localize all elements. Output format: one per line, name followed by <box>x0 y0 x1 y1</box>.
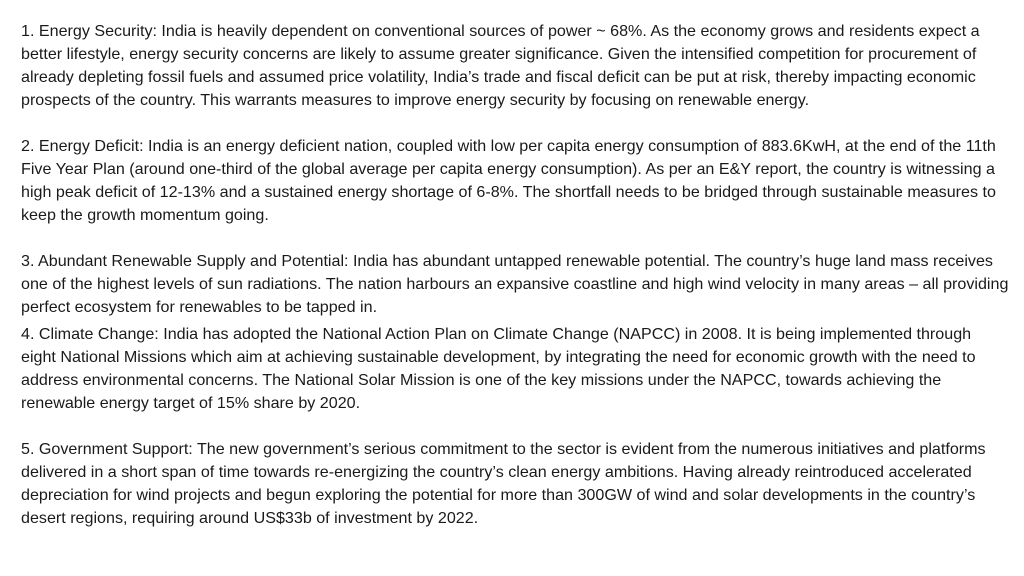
point-government-support: 5. Government Support: The new government’s serious commitment to the sector is evident from the numerous initiatives and platforms delivered in a short span of time towards re-energizing the country’s clean energy ambitions. Having already reintroduced accelerated depreciation for wind projects and begun exploring the potential for more than 300GW of wind and solar developments in the country’s desert regions, requiring around US$33b of investment by 2022. <box>21 440 986 527</box>
slide-text-body <box>21 20 1009 530</box>
point-energy-deficit: 2. Energy Deficit: India is an energy deficient nation, coupled with low per capita energy consumption of 883.6KwH, at the end of the 11th Five Year Plan (around one-third of the global average per capita energy consumption). As per an E&Y report, the country is witnessing a high peak deficit of 12-13% and a sustained energy shortage of 6-8%. The shortfall needs to be bridged through sustainable measures to keep the growth momentum going. <box>21 137 996 224</box>
paragraph-spacer <box>21 415 1009 438</box>
paragraph-spacer <box>21 227 1009 250</box>
point-renewable-supply: 3. Abundant Renewable Supply and Potential: India has abundant untapped renewable potential. The country’s huge land mass receives one of the highest levels of sun radiations. The nation harbours an expansive coastline and high wind velocity in many areas – all providing perfect ecosystem for renewables to be tapped in. <box>21 252 1009 316</box>
point-energy-security: 1. Energy Security: India is heavily dependent on conventional sources of power ~ 68%. As the economy grows and residents expect a better lifestyle, energy security concerns are likely to assume greater significance. Given the intensified competition for procurement of already depleting fossil fuels and assumed price volatility, India’s trade and fiscal deficit can be put at risk, thereby impacting economic prospects of the country. This warrants measures to improve energy security by focusing on renewable energy. <box>21 22 980 109</box>
point-climate-change: 4. Climate Change: India has adopted the National Action Plan on Climate Change (NAPCC) in 2008. It is being implemented through eight National Missions which aim at achieving sustainable development, by integrating the need for economic growth with the need to address environmental concerns. The National Solar Mission is one of the key missions under the NAPCC, towards achieving the renewable energy target of 15% share by 2020. <box>21 325 976 412</box>
paragraph-spacer <box>21 112 1009 135</box>
